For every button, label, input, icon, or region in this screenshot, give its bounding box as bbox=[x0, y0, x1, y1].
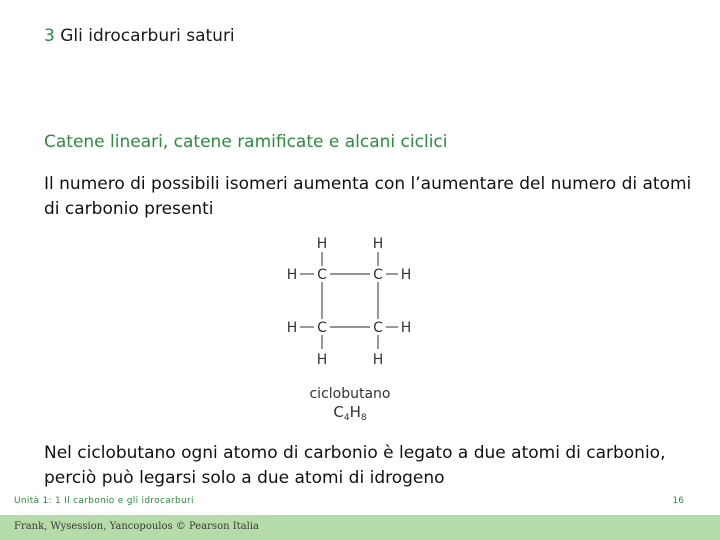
publisher-credit: Frank, Wysession, Yancopoulos © Pearson Italia bbox=[14, 521, 259, 532]
slide-title-text: Gli idrocarburi saturi bbox=[60, 26, 235, 46]
formula-hydrogen-count: 8 bbox=[360, 413, 367, 423]
atom-h-right-top: H bbox=[400, 267, 412, 283]
page-number: 16 bbox=[672, 496, 684, 506]
atom-h-left-top: H bbox=[286, 267, 298, 283]
footer-bar bbox=[0, 515, 720, 540]
atom-h-bottom-right: H bbox=[372, 352, 384, 368]
paragraph-isomers: Il numero di possibili isomeri aumenta con l’aumentare del numero di atomi di carbonio presenti bbox=[44, 174, 692, 219]
formula-carbon-count: 4 bbox=[343, 413, 350, 423]
atom-h-top-right: H bbox=[372, 236, 384, 252]
atom-h-right-bottom: H bbox=[400, 320, 412, 336]
atom-h-top-left: H bbox=[316, 236, 328, 252]
cyclobutane-structure bbox=[270, 228, 430, 428]
atom-c-top-right: C bbox=[373, 267, 383, 283]
atom-c-top-left: C bbox=[317, 267, 327, 283]
atom-h-left-bottom: H bbox=[286, 320, 298, 336]
atom-h-bottom-left: H bbox=[316, 352, 328, 368]
footer-unit-label: Unità 1: 1 Il carbonio e gli idrocarburi bbox=[14, 496, 194, 506]
formula-carbon: C bbox=[333, 403, 344, 421]
paragraph-cyclobutane: Nel ciclobutano ogni atomo di carbonio è legato a due atomi di carbonio, perciò può legarsi solo a due atomi di idrogeno bbox=[44, 443, 666, 488]
compound-name: ciclobutano bbox=[309, 386, 391, 402]
formula-hydrogen: H bbox=[349, 403, 361, 421]
section-subtitle: Catene lineari, catene ramificate e alcani ciclici bbox=[44, 132, 448, 152]
molecular-formula bbox=[333, 403, 367, 423]
atom-c-bottom-left: C bbox=[317, 320, 327, 336]
slide-title bbox=[44, 26, 235, 46]
atom-c-bottom-right: C bbox=[373, 320, 383, 336]
slide-title-number: 3 bbox=[44, 26, 55, 46]
